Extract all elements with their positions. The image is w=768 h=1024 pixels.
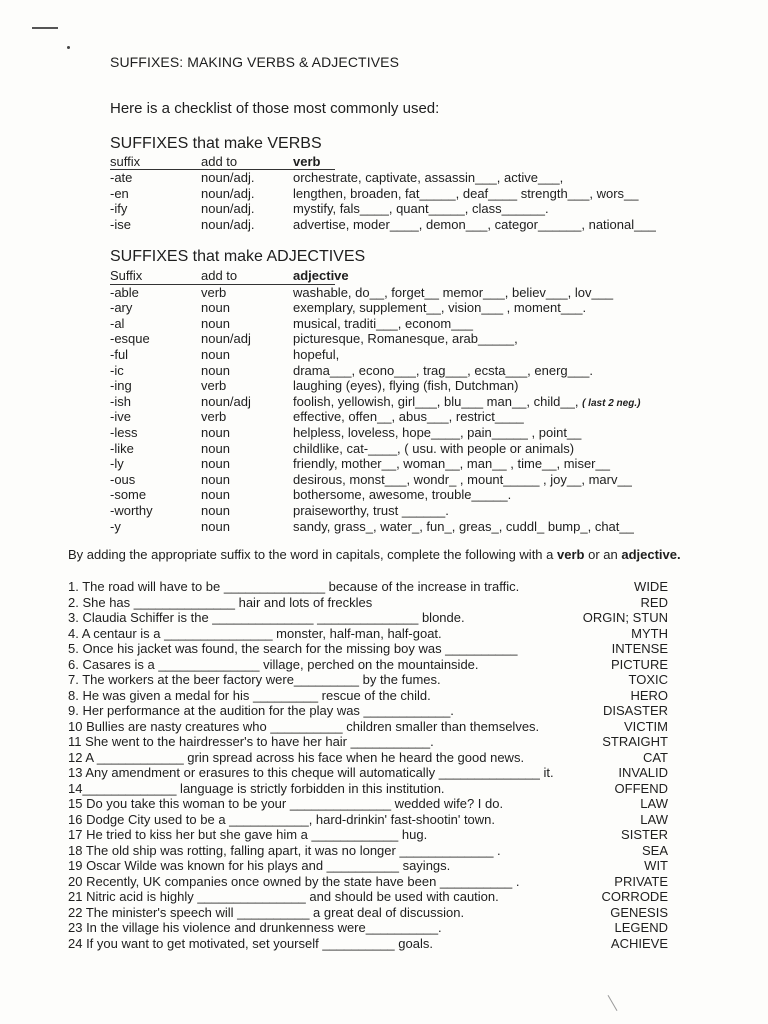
table-row — [110, 424, 582, 441]
suffix-cell: -like — [110, 440, 134, 456]
add-to-cell: noun — [201, 456, 230, 472]
suffix-cell: -ing — [110, 378, 132, 394]
table-row — [110, 346, 340, 363]
table-row — [110, 170, 564, 186]
exercise-item — [68, 750, 668, 766]
exercise-item — [68, 641, 668, 657]
capital-word: HERO — [630, 687, 668, 703]
examples-cell: drama___, econo___, trag___, ecsta___, energ___. — [293, 362, 593, 378]
capital-word: DISASTER — [602, 703, 668, 718]
scan-dot — [67, 46, 70, 49]
examples-cell: praiseworthy, trust ______. — [293, 502, 449, 518]
exercise-sentence: 10 Bullies are nasty creatures who __________ children smaller than themselves. — [68, 718, 540, 734]
exercise-sentence: 24 If you want to get motivated, set yourself __________ goals. — [68, 935, 433, 951]
exercise-sentence: 14_____________ language is strictly forbidden in this institution. — [68, 780, 445, 796]
exercise-item — [68, 579, 668, 595]
exercise-sentence: 4. A centaur is a _______________ monster, half-man, half-goat. — [68, 625, 442, 641]
exercise-sentence: 17 He tried to kiss her but she gave him a ____________ hug. — [68, 827, 428, 842]
exercise-item — [68, 672, 668, 688]
table-row — [110, 456, 610, 472]
instructions-text: By adding the appropriate suffix to the word in capitals, complete the following with a — [68, 547, 554, 562]
add-to-cell: noun/adj. — [201, 201, 255, 216]
adjectives-suffix-table — [110, 268, 641, 534]
examples-cell: lengthen, broaden, fat_____, deaf____ strength___, wors__ — [293, 185, 639, 201]
suffix-cell: -al — [110, 315, 125, 331]
add-to-cell: noun — [201, 346, 230, 362]
examples-cell: musical, traditi___, econom___ — [293, 315, 473, 331]
exercise-instructions — [68, 547, 688, 563]
instructions-bold-verb: verb — [557, 547, 585, 562]
examples-cell: exemplary, supplement__, vision___ , moment___. — [293, 300, 587, 316]
header-example: adjective — [293, 268, 349, 283]
capital-word: TOXIC — [628, 672, 668, 687]
scan-mark — [608, 995, 618, 1011]
exercise-sentence: 1. The road will have to be ______________ because of the increase in traffic. — [68, 579, 520, 594]
exercise-sentence: 16 Dodge City used to be a ___________, hard-drinkin' fast-shootin' town. — [68, 811, 496, 827]
examples-cell: sandy, grass_, water_, fun_, greas_, cuddl_ bump_, chat__ — [293, 518, 634, 534]
exercise-sentence: 8. He was given a medal for his _________ rescue of the child. — [68, 687, 431, 703]
verbs-suffix-table — [110, 154, 656, 232]
suffix-cell: -ive — [110, 409, 131, 425]
table-row — [110, 201, 549, 217]
capital-word: VICTIM — [623, 718, 668, 734]
capital-word: GENESIS — [610, 904, 668, 920]
table-row — [110, 185, 639, 202]
suffix-cell: -en — [110, 185, 129, 201]
exercise-sentence: 21 Nitric acid is highly _______________ and should be used with caution. — [68, 889, 499, 904]
capital-word: SISTER — [621, 827, 668, 842]
table-row — [110, 393, 641, 410]
exercise-sentence: 23 In the village his violence and drunkenness were__________. — [68, 920, 442, 935]
exercise-item — [68, 796, 668, 812]
exercise-sentence: 3. Claudia Schiffer is the ______________ ______________ blonde. — [68, 610, 465, 625]
exercise-sentence: 19 Oscar Wilde was known for his plays and __________ sayings. — [68, 858, 451, 873]
instructions-bold-adjective: adjective. — [621, 547, 681, 562]
examples-cell: hopeful, — [293, 346, 340, 362]
exercise-item — [68, 688, 668, 704]
capital-word: STRAIGHT — [602, 734, 668, 749]
capital-word: PICTURE — [610, 656, 668, 672]
header-example: verb — [293, 154, 321, 169]
exercise-sentence: 6. Casares is a ______________ village, perched on the mountainside. — [68, 656, 479, 672]
exercise-sentence: 22 The minister's speech will __________ a great deal of discussion. — [68, 904, 465, 920]
suffix-cell: -ic — [110, 362, 124, 378]
table-row — [110, 409, 524, 425]
suffix-cell: -y — [110, 518, 121, 534]
capital-word: MYTH — [631, 625, 668, 641]
suffix-cell: -ish — [110, 393, 131, 409]
exercise-sentence: 18 The old ship was rotting, falling apart, it was no longer _____________ . — [68, 842, 501, 858]
header-suffix: Suffix — [110, 268, 143, 283]
exercise-item — [68, 595, 668, 611]
examples-cell: helpless, loveless, hope____, pain_____ , point__ — [293, 424, 582, 440]
exercise-item — [68, 626, 668, 642]
exercise-item — [68, 812, 668, 828]
exercise-sentence: 15 Do you take this woman to be your ______________ wedded wife? I do. — [68, 796, 504, 811]
suffix-cell: -able — [110, 284, 139, 300]
add-to-cell: noun — [201, 518, 230, 534]
suffix-cell: -ly — [110, 456, 124, 472]
add-to-cell: noun — [201, 487, 230, 503]
examples-cell: childlike, cat-____, ( usu. with people or animals) — [293, 440, 575, 456]
add-to-cell: noun — [201, 424, 230, 440]
table-row — [110, 502, 449, 519]
header-add-to: add to — [201, 154, 238, 169]
exercise-sentence: 12 A ____________ grin spread across his face when he heard the good news. — [68, 749, 525, 765]
add-to-cell: verb — [201, 409, 227, 425]
table-row — [110, 284, 614, 301]
examples-cell: mystify, fals____, quant_____, class______. — [293, 201, 549, 216]
table-header — [110, 155, 335, 170]
exercise-item — [68, 827, 668, 843]
suffix-cell: -ful — [110, 346, 129, 362]
capital-word: LAW — [640, 811, 668, 827]
table-row — [110, 471, 632, 488]
capital-word: WIT — [644, 858, 668, 873]
exercise-item — [68, 858, 668, 874]
exercise-item — [68, 657, 668, 673]
suffix-cell: -esque — [110, 331, 150, 347]
exercise-item — [68, 889, 668, 905]
add-to-cell: verb — [201, 284, 227, 300]
capital-word: LEGEND — [614, 920, 668, 935]
examples-cell: desirous, monst___, wondr_ , mount_____ , joy__, marv__ — [293, 471, 632, 487]
suffix-cell: -ate — [110, 170, 133, 185]
exercise-item — [68, 920, 668, 936]
table-row — [110, 362, 593, 379]
exercise-item — [68, 734, 668, 750]
table-row — [110, 300, 587, 316]
examples-cell: friendly, mother__, woman__, man__ , time__, miser__ — [293, 456, 610, 472]
exercise-sentence: 11 She went to the hairdresser's to have her hair ___________. — [68, 734, 434, 749]
suffix-cell: -less — [110, 424, 138, 440]
table-row — [110, 331, 518, 347]
capital-word: OFFEND — [614, 780, 668, 796]
add-to-cell: noun — [201, 471, 230, 487]
adjectives-section-heading: SUFFIXES that make ADJECTIVES — [110, 248, 366, 265]
capital-word: SEA — [641, 842, 668, 858]
examples-note: ( last 2 neg.) — [582, 397, 641, 409]
exercise-sentence: 9. Her performance at the audition for the play was ____________. — [68, 703, 454, 718]
add-to-cell: noun/adj. — [201, 185, 255, 201]
examples-cell: effective, offen__, abus___, restrict____ — [293, 409, 524, 425]
add-to-cell: verb — [201, 378, 227, 394]
table-row — [110, 518, 634, 535]
add-to-cell: noun/adj. — [201, 170, 255, 185]
exercise-sentence: 2. She has ______________ hair and lots of freckles — [68, 594, 373, 610]
exercise-sentence: 20 Recently, UK companies once owned by the state have been __________ . — [68, 873, 520, 889]
intro-text: Here is a checklist of those most commonly used: — [110, 100, 440, 117]
examples-cell: bothersome, awesome, trouble_____. — [293, 487, 512, 503]
table-row — [110, 315, 473, 332]
verbs-section-heading: SUFFIXES that make VERBS — [110, 135, 322, 152]
suffix-cell: -some — [110, 487, 147, 503]
exercise-sentence: 7. The workers at the beer factory were_________ by the fumes. — [68, 672, 441, 687]
exercise-item — [68, 905, 668, 921]
table-row — [110, 440, 575, 457]
add-to-cell: noun — [201, 440, 230, 456]
exercise-item — [68, 843, 668, 859]
exercise-list — [68, 579, 668, 951]
header-add-to: add to — [201, 268, 238, 283]
capital-word: INVALID — [618, 765, 668, 780]
capital-word: ORGIN; STUN — [582, 610, 668, 625]
capital-word: WIDE — [634, 579, 668, 594]
capital-word: PRIVATE — [614, 873, 668, 889]
suffix-cell: -ise — [110, 216, 131, 232]
table-row — [110, 487, 512, 503]
capital-word: RED — [640, 594, 668, 610]
exercise-item — [68, 703, 668, 719]
exercise-item — [68, 765, 668, 781]
exercise-item — [68, 719, 668, 735]
instructions-mid: or an — [588, 547, 618, 562]
exercise-item — [68, 874, 668, 890]
scan-mark — [32, 27, 58, 29]
capital-word: CAT — [642, 749, 668, 765]
suffix-cell: -ary — [110, 300, 133, 316]
header-suffix: suffix — [110, 154, 141, 169]
examples-cell: advertise, moder____, demon___, categor______, national___ — [293, 216, 656, 232]
exercise-sentence: 5. Once his jacket was found, the search for the missing boy was __________ — [68, 641, 518, 656]
exercise-item — [68, 936, 668, 952]
add-to-cell: noun — [201, 315, 230, 331]
add-to-cell: noun/adj — [201, 393, 251, 409]
capital-word: LAW — [640, 796, 668, 811]
capital-word: CORRODE — [601, 889, 668, 904]
add-to-cell: noun/adj — [201, 331, 251, 347]
add-to-cell: noun — [201, 300, 230, 316]
examples-cell: laughing (eyes), flying (fish, Dutchman) — [293, 378, 519, 394]
table-row — [110, 216, 656, 233]
exercise-item — [68, 781, 668, 797]
add-to-cell: noun — [201, 502, 230, 518]
add-to-cell: noun/adj. — [201, 216, 255, 232]
examples-cell: washable, do__, forget__ memor___, believ___, lov___ — [293, 284, 614, 300]
examples-cell: orchestrate, captivate, assassin___, active___, — [293, 170, 564, 185]
add-to-cell: noun — [201, 362, 230, 378]
examples-cell: picturesque, Romanesque, arab_____, — [293, 331, 518, 347]
exercise-item — [68, 610, 668, 626]
table-header — [110, 268, 349, 285]
capital-word: ACHIEVE — [610, 935, 668, 951]
suffix-cell: -ify — [110, 201, 128, 216]
examples-cell: foolish, yellowish, girl___, blu___ man__, child__, — [293, 393, 579, 409]
exercise-sentence: 13 Any amendment or erasures to this cheque will automatically ______________ it. — [68, 765, 554, 780]
table-row — [110, 378, 519, 394]
document-title: SUFFIXES: MAKING VERBS & ADJECTIVES — [110, 54, 400, 70]
suffix-cell: -ous — [110, 471, 136, 487]
capital-word: INTENSE — [611, 641, 668, 656]
suffix-cell: -worthy — [110, 502, 153, 518]
